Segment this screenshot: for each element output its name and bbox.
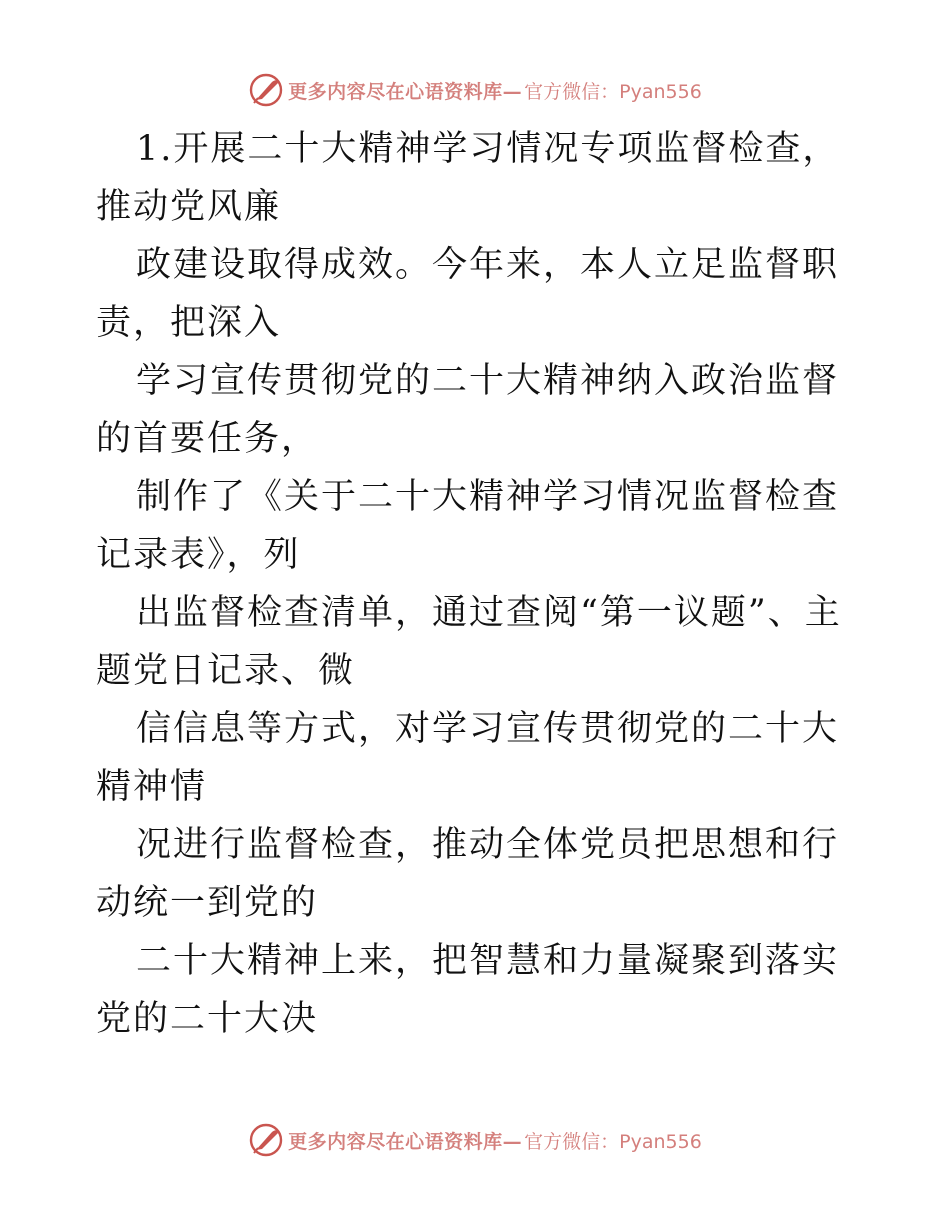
banner-text: 更多内容尽在心语资料库—	[288, 1130, 523, 1153]
quill-pen-logo-icon	[248, 1122, 284, 1158]
document-body	[0, 120, 950, 1048]
wechat-id: 官方微信：Pyan556	[524, 80, 702, 103]
paragraph-1: 1.开展二十大精神学习情况专项监督检查，推动党风廉	[96, 129, 840, 227]
paragraph-5: 出监督检查清单，通过查阅“第一议题”、主题党日记录、微	[96, 593, 842, 691]
wechat-id: 官方微信：Pyan556	[524, 1130, 702, 1153]
paragraph-3: 学习宣传贯彻党的二十大精神纳入政治监督的首要任务，	[96, 361, 840, 459]
banner-text: 更多内容尽在心语资料库—	[288, 80, 523, 103]
paragraph-6: 信信息等方式，对学习宣传贯彻党的二十大精神情	[96, 709, 840, 807]
paragraph-8: 二十大精神上来，把智慧和力量凝聚到落实党的二十大决	[96, 941, 840, 1039]
header-banner	[0, 70, 950, 110]
paragraph-7: 况进行监督检查，推动全体党员把思想和行动统一到党的	[96, 825, 840, 923]
paragraph-4: 制作了《关于二十大精神学习情况监督检查记录表》，列	[96, 477, 840, 575]
footer-banner	[0, 1120, 950, 1160]
paragraph-2: 政建设取得成效。今年来，本人立足监督职责，把深入	[96, 245, 840, 343]
quill-pen-logo-icon	[248, 72, 284, 108]
